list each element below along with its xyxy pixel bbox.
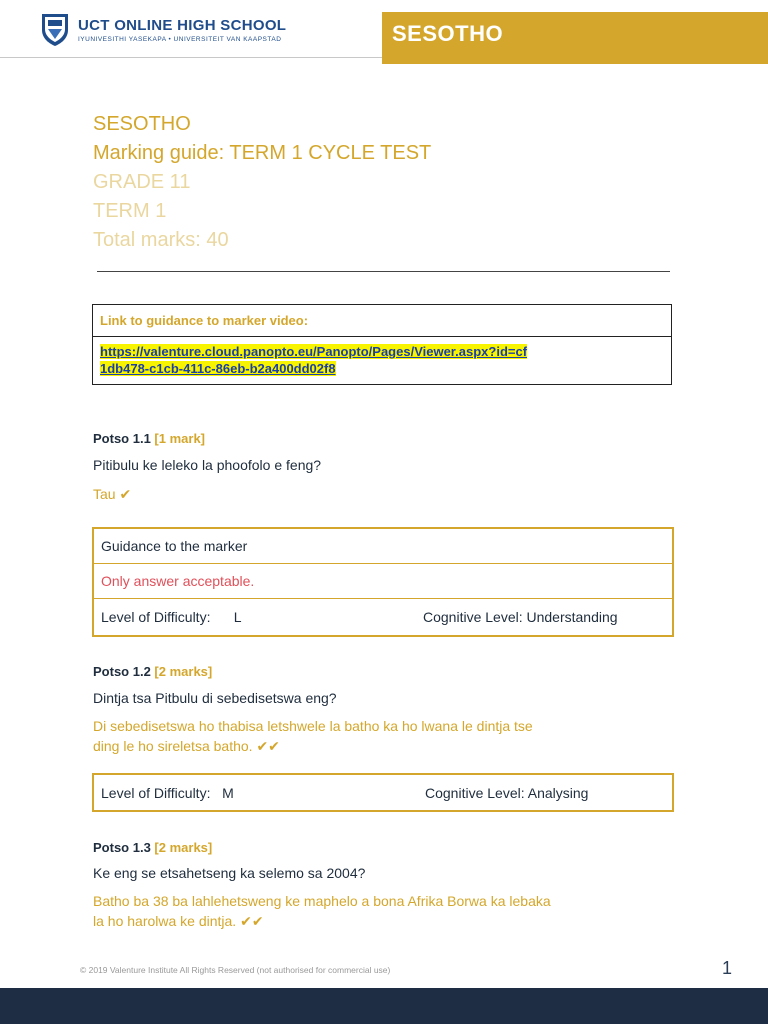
question-label: Potso 1.2 xyxy=(93,664,151,679)
guidance-box-2 xyxy=(92,773,674,812)
guidance-box-1 xyxy=(92,527,674,637)
question-marks: [1 mark] xyxy=(154,431,205,446)
total-marks-title: Total marks: 40 xyxy=(93,229,229,251)
question-1-1-answer: Tau ✔ xyxy=(93,486,132,502)
school-subtitle: IYUNIVESITHI YASEKAPA • UNIVERSITEIT VAN KAAPSTAD xyxy=(78,36,282,43)
question-marks: [2 marks] xyxy=(154,840,213,855)
term-title: TERM 1 xyxy=(93,200,167,222)
question-1-1-text: Pitibulu ke leleko la phoofolo e feng? xyxy=(93,457,322,473)
guidance-note: Only answer acceptable. xyxy=(94,564,672,599)
question-1-2-answer xyxy=(93,716,683,756)
question-1-3-text: Ke eng se etsahetseng ka selemo sa 2004? xyxy=(93,865,366,881)
marker-video-link-box xyxy=(92,304,672,385)
answer-line-2: ding le ho sireletsa batho. ✔✔ xyxy=(93,738,280,754)
school-name: UCT ONLINE HIGH SCHOOL xyxy=(78,17,287,34)
footer-bar xyxy=(0,988,768,1024)
guidance-levels xyxy=(94,599,672,634)
title-block xyxy=(93,110,431,255)
subject-banner xyxy=(382,12,768,64)
guidance-levels xyxy=(94,775,672,810)
cognitive-level: Cognitive Level: Analysing xyxy=(425,784,589,801)
question-1-3-answer xyxy=(93,891,683,931)
question-label: Potso 1.1 xyxy=(93,431,151,446)
title-divider xyxy=(97,271,670,272)
page-number: 1 xyxy=(722,958,733,978)
video-link[interactable] xyxy=(93,337,671,383)
page-header xyxy=(0,0,768,64)
video-link-line-1[interactable]: https://valenture.cloud.panopto.eu/Panopto/Pages/Viewer.aspx?id=cf xyxy=(100,344,528,359)
difficulty-level: Level of Difficulty: L xyxy=(101,608,242,625)
question-1-3-heading xyxy=(93,840,212,855)
banner-title: SESOTHO xyxy=(392,21,504,46)
question-marks: [2 marks] xyxy=(154,664,213,679)
answer-line-2: la ho harolwa ke dintja. ✔✔ xyxy=(93,913,264,929)
guidance-title: Guidance to the marker xyxy=(94,529,672,564)
difficulty-level: Level of Difficulty: M xyxy=(101,784,234,801)
video-link-line-2[interactable]: 1db478-c1cb-411c-86eb-b2a400dd02f8 xyxy=(100,361,336,376)
grade-title: GRADE 11 xyxy=(93,171,191,193)
subject-title: SESOTHO xyxy=(93,113,191,135)
cognitive-level: Cognitive Level: Understanding xyxy=(423,608,618,625)
answer-line-1: Batho ba 38 ba lahlehetsweng ke maphelo a bona Afrika Borwa ka lebaka xyxy=(93,893,551,909)
uct-shield-icon xyxy=(40,12,70,48)
question-1-1-heading xyxy=(93,431,205,446)
school-logo xyxy=(40,10,286,50)
guide-title: Marking guide: TERM 1 CYCLE TEST xyxy=(93,142,432,164)
answer-line-1: Di sebedisetswa ho thabisa letshwele la batho ka ho lwana le dintja tse xyxy=(93,718,533,734)
copyright-notice: © 2019 Valenture Institute All Rights Reserved (not authorised for commercial use) xyxy=(80,965,391,975)
question-1-2-text: Dintja tsa Pitbulu di sebedisetswa eng? xyxy=(93,690,337,706)
header-divider xyxy=(0,57,382,58)
question-1-2-heading xyxy=(93,664,212,679)
question-label: Potso 1.3 xyxy=(93,840,151,855)
link-label: Link to guidance to marker video: xyxy=(93,305,671,337)
